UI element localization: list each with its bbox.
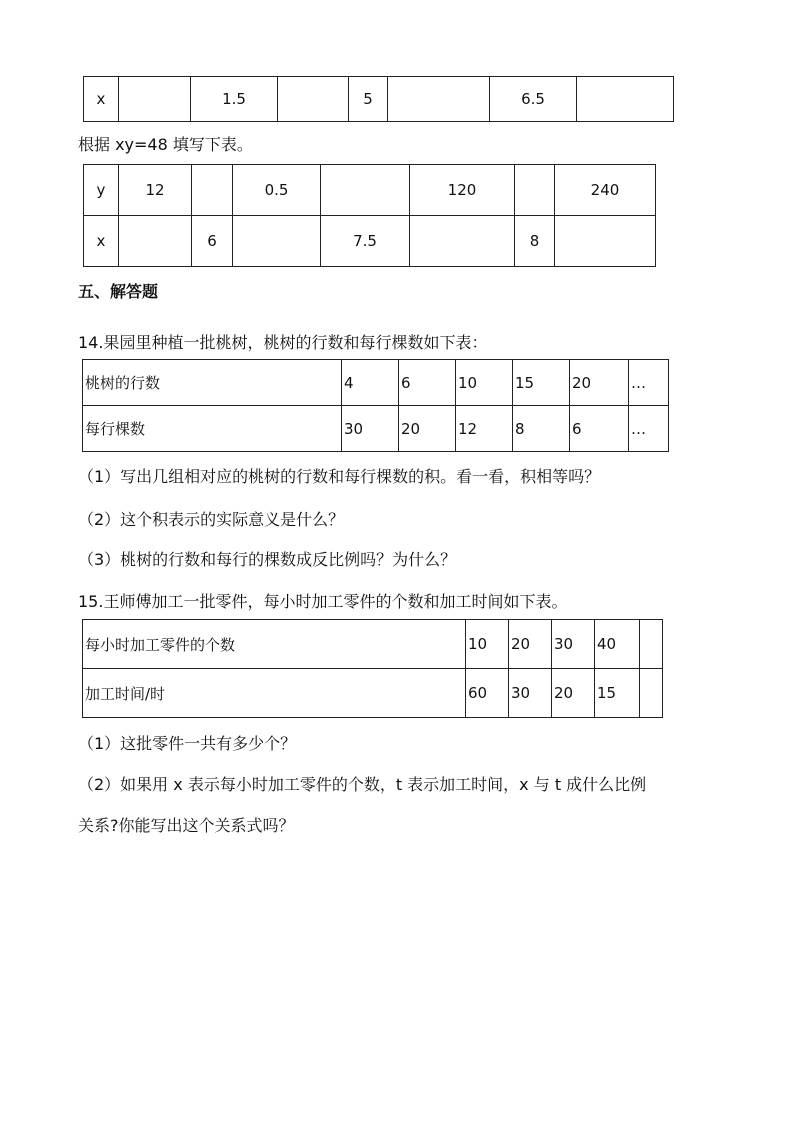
table-cell: 8 <box>513 406 570 452</box>
table-cell <box>233 216 321 267</box>
table-cell: 12 <box>119 165 192 216</box>
table-cell: 40 <box>595 620 640 669</box>
table-cell: 30 <box>342 406 399 452</box>
table-cell <box>388 77 490 122</box>
table-cell: 每行棵数 <box>83 406 342 452</box>
top-partial-table <box>83 76 674 122</box>
table-cell: 20 <box>399 406 456 452</box>
q14-sub1: （1）写出几组相对应的桃树的行数和每行棵数的积。看一看，积相等吗？ <box>78 467 601 486</box>
table-row <box>83 669 663 718</box>
table-cell <box>192 165 233 216</box>
table-cell: 5 <box>349 77 388 122</box>
q15-sub1: （1）这批零件一共有多少个？ <box>78 734 297 753</box>
table-cell: 15 <box>513 360 570 406</box>
table-cell: 6 <box>399 360 456 406</box>
table-cell: 加工时间/时 <box>83 669 466 718</box>
table-cell: 20 <box>552 669 595 718</box>
table-cell <box>119 77 191 122</box>
xy-table <box>83 164 656 267</box>
table-cell: 30 <box>552 620 595 669</box>
table-cell: x <box>84 216 119 267</box>
q15-sub2-line2: 关系?你能写出这个关系式吗？ <box>78 816 295 835</box>
table-cell: 30 <box>509 669 552 718</box>
table-cell: 10 <box>456 360 513 406</box>
table-cell <box>555 216 656 267</box>
table-cell <box>515 165 555 216</box>
q15-text: 15.王师傅加工一批零件，每小时加工零件的个数和加工时间如下表。 <box>78 592 568 611</box>
table-cell <box>119 216 192 267</box>
table-row <box>83 406 669 452</box>
table-cell: 20 <box>509 620 552 669</box>
table-cell: 0.5 <box>233 165 321 216</box>
table-cell: 60 <box>466 669 509 718</box>
table-cell: 20 <box>570 360 629 406</box>
table-cell: x <box>84 77 119 122</box>
table-row <box>84 77 674 122</box>
table-cell: 每小时加工零件的个数 <box>83 620 466 669</box>
table-cell: 4 <box>342 360 399 406</box>
table-cell <box>278 77 349 122</box>
table-cell: 桃树的行数 <box>83 360 342 406</box>
q14-text: 14.果园里种植一批桃树，桃树的行数和每行棵数如下表： <box>78 333 488 352</box>
table-cell: … <box>629 406 669 452</box>
table-row <box>83 620 663 669</box>
table-row <box>84 216 656 267</box>
table-cell <box>640 620 663 669</box>
table-cell: 10 <box>466 620 509 669</box>
table-cell: 15 <box>595 669 640 718</box>
table-cell <box>321 165 410 216</box>
table-cell: 1.5 <box>191 77 278 122</box>
table-cell: 8 <box>515 216 555 267</box>
table-row <box>84 165 656 216</box>
table-row <box>83 360 669 406</box>
section-title: 五、解答题 <box>78 282 159 301</box>
q14-table <box>82 359 669 452</box>
table-cell: 6 <box>192 216 233 267</box>
table-cell: 6.5 <box>490 77 577 122</box>
table-cell: 120 <box>410 165 515 216</box>
table-cell: 6 <box>570 406 629 452</box>
table-cell <box>640 669 663 718</box>
instruction-text: 根据 xy=48 填写下表。 <box>78 135 253 154</box>
table-cell: 7.5 <box>321 216 410 267</box>
q14-sub3: （3）桃树的行数和每行的棵数成反比例吗？为什么？ <box>78 550 457 569</box>
table-cell: 12 <box>456 406 513 452</box>
table-cell: 240 <box>555 165 656 216</box>
q14-sub2: （2）这个积表示的实际意义是什么？ <box>78 510 345 529</box>
q15-sub2-line1: （2）如果用 x 表示每小时加工零件的个数，t 表示加工时间，x 与 t 成什么比例 <box>78 775 647 794</box>
table-cell <box>410 216 515 267</box>
table-cell: … <box>629 360 669 406</box>
q15-table <box>82 619 663 718</box>
table-cell: y <box>84 165 119 216</box>
table-cell <box>577 77 674 122</box>
